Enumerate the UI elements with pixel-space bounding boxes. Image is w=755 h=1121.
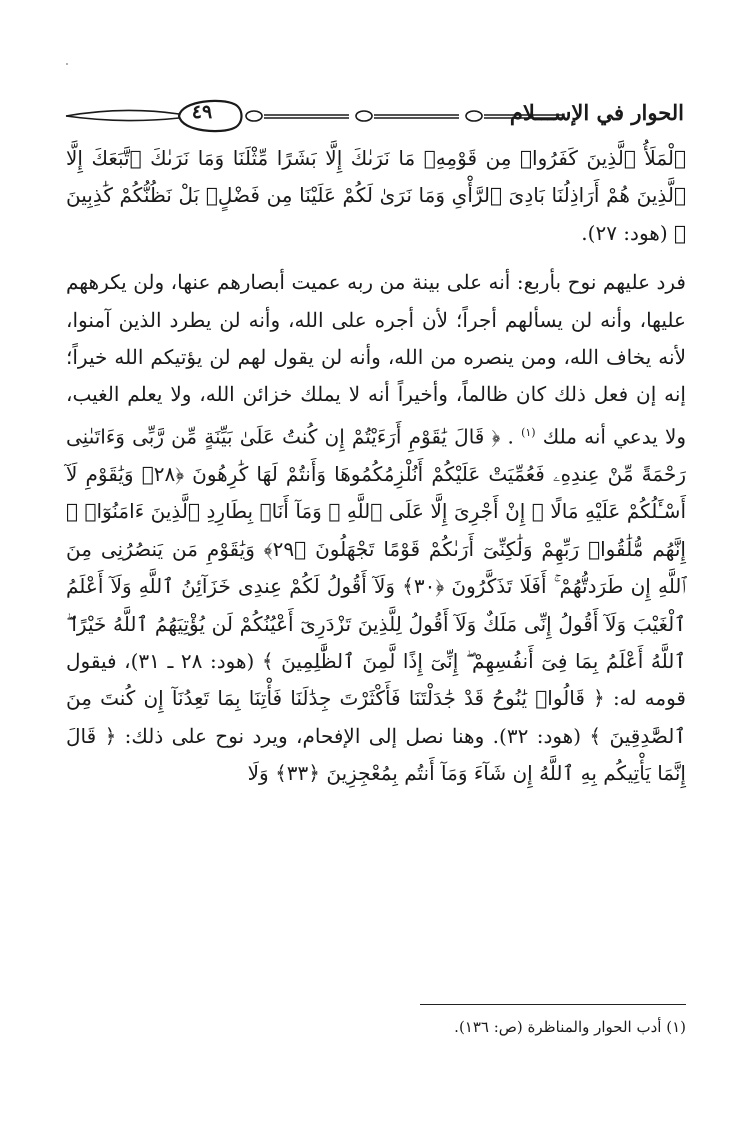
quran-continuation-paragraph <box>66 140 686 252</box>
quran-verse: ٱلْمَلَأُ ٱلَّذِينَ كَفَرُوا۟ مِن قَوْمِهِۦ مَا نَرَىٰكَ إِلَّا بَشَرًا مِّثْلَنَا وَمَا نَرَىٰكَ ٱتَّبَعَكَ إِلَّا ٱلَّذِينَ هُمْ أَرَاذِلُنَا بَادِىَ ٱلرَّأْىِ وَمَا نَرَىٰ لَكُمْ عَلَيْنَا مِن فَضْلٍۭ بَلْ نَظُنُّكُمْ كَٰذِبِينَ ﴾ <box>66 146 686 245</box>
quran-verse: ﴿ قَالَ إِنَّمَا يَأْتِيكُم بِهِ ٱللَّهُ إِن شَآءَ وَمَآ أَنتُم بِمُعْجِزِينَ ﴿٣٣﴾ وَلَا <box>66 723 686 786</box>
body-text <box>66 140 686 793</box>
running-header <box>64 94 684 138</box>
page-number: ٤٩ <box>191 101 213 123</box>
quran-verse: ﴿ قَالَ يَٰقَوْمِ أَرَءَيْتُمْ إِن كُنتُ عَلَىٰ بَيِّنَةٍ مِّن رَّبِّى وَءَاتَىٰنِى رَحْمَةً مِّنْ عِندِهِۦ فَعُمِّيَتْ عَلَيْكُمْ أَنُلْزِمُكُمُوهَا وَأَنتُمْ لَهَا كَٰرِهُونَ ﴿٢٨﴾ وَيَٰقَوْمِ لَآ أَسْـَٔلُكُمْ عَلَيْهِ مَالًا ۖ إِنْ أَجْرِىَ إِلَّا عَلَى ٱللَّهِ ۚ وَمَآ أَنَا۠ بِطَارِدِ ٱلَّذِينَ ءَامَنُوٓا۟ ۚ إِنَّهُم مُّلَٰقُوا۟ رَبِّهِمْ وَلَٰكِنِّىٓ أَرَىٰكُمْ قَوْمًا تَجْهَلُونَ ﴿٢٩﴾ وَيَٰقَوْمِ مَن يَنصُرُنِى مِنَ ٱللَّهِ إِن طَرَدتُّهُمْ ۚ أَفَلَا تَذَكَّرُونَ ﴿٣٠﴾ وَلَآ أَقُولُ لَكُمْ عِندِى خَزَآئِنُ ٱللَّهِ وَلَآ أَعْلَمُ ٱلْغَيْبَ وَلَآ أَقُولُ إِنِّى مَلَكٌ وَلَآ أَقُولُ لِلَّذِينَ تَزْدَرِىٓ أَعْيُنُكُمْ لَن يُؤْتِيَهُمُ ٱللَّهُ خَيْرًا ۖ ٱللَّهُ أَعْلَمُ بِمَا فِىٓ أَنفُسِهِمْ ۖ إِنِّىٓ إِذًا لَّمِنَ ٱلظَّٰلِمِينَ ﴾ <box>66 424 687 673</box>
paragraph-text: فرد عليهم نوح بأربع: أنه على بينة من ربه عميت أبصارهم عنها، ولن يكرههم عليها، وأنه لن يسألهم أجراً؛ لأن أجره على الله، وأنه لن يطرد الذين آمنوا، لأنه يخاف الله، ومن ينصره من الله، وأنه لن يقول لهم لن يؤتيكم الله خيراً؛ إنه إن فعل ذلك كان ظالماً، وأخيراً أنه لا يملك خزائن الله، ولا يعلم الغيب، ولا يدعي أنه ملك <box>66 270 687 449</box>
footnote-divider <box>420 1004 686 1005</box>
footnote: (١) أدب الحوار والمناظرة (ص: ١٣٦). <box>454 1018 686 1036</box>
verse-citation: (هود: ٢٧). <box>581 220 668 245</box>
header-ornament-icon <box>64 94 584 138</box>
stray-dot <box>66 63 68 65</box>
verse-citation: (هود: ٢٨ ـ ٣١)، فيقول قومه له: <box>66 648 686 711</box>
footnote-reference[interactable]: (١) <box>521 425 536 439</box>
verse-citation: (هود: ٣٢). وهنا نصل إلى الإفحام، ويرد نوح على ذلك: <box>116 723 582 748</box>
paragraph-text: . <box>500 424 514 449</box>
body-paragraph <box>66 264 686 792</box>
running-title: الحوار في الإســـلام <box>509 100 684 125</box>
quran-verse: ﴿ قَالُوا۟ يَٰنُوحُ قَدْ جَٰدَلْتَنَا فَأَكْثَرْتَ جِدَٰلَنَا فَأْتِنَا بِمَا تَعِدُنَآ إِن كُنتَ مِنَ ٱلصَّٰدِقِينَ ﴾ <box>66 686 687 748</box>
